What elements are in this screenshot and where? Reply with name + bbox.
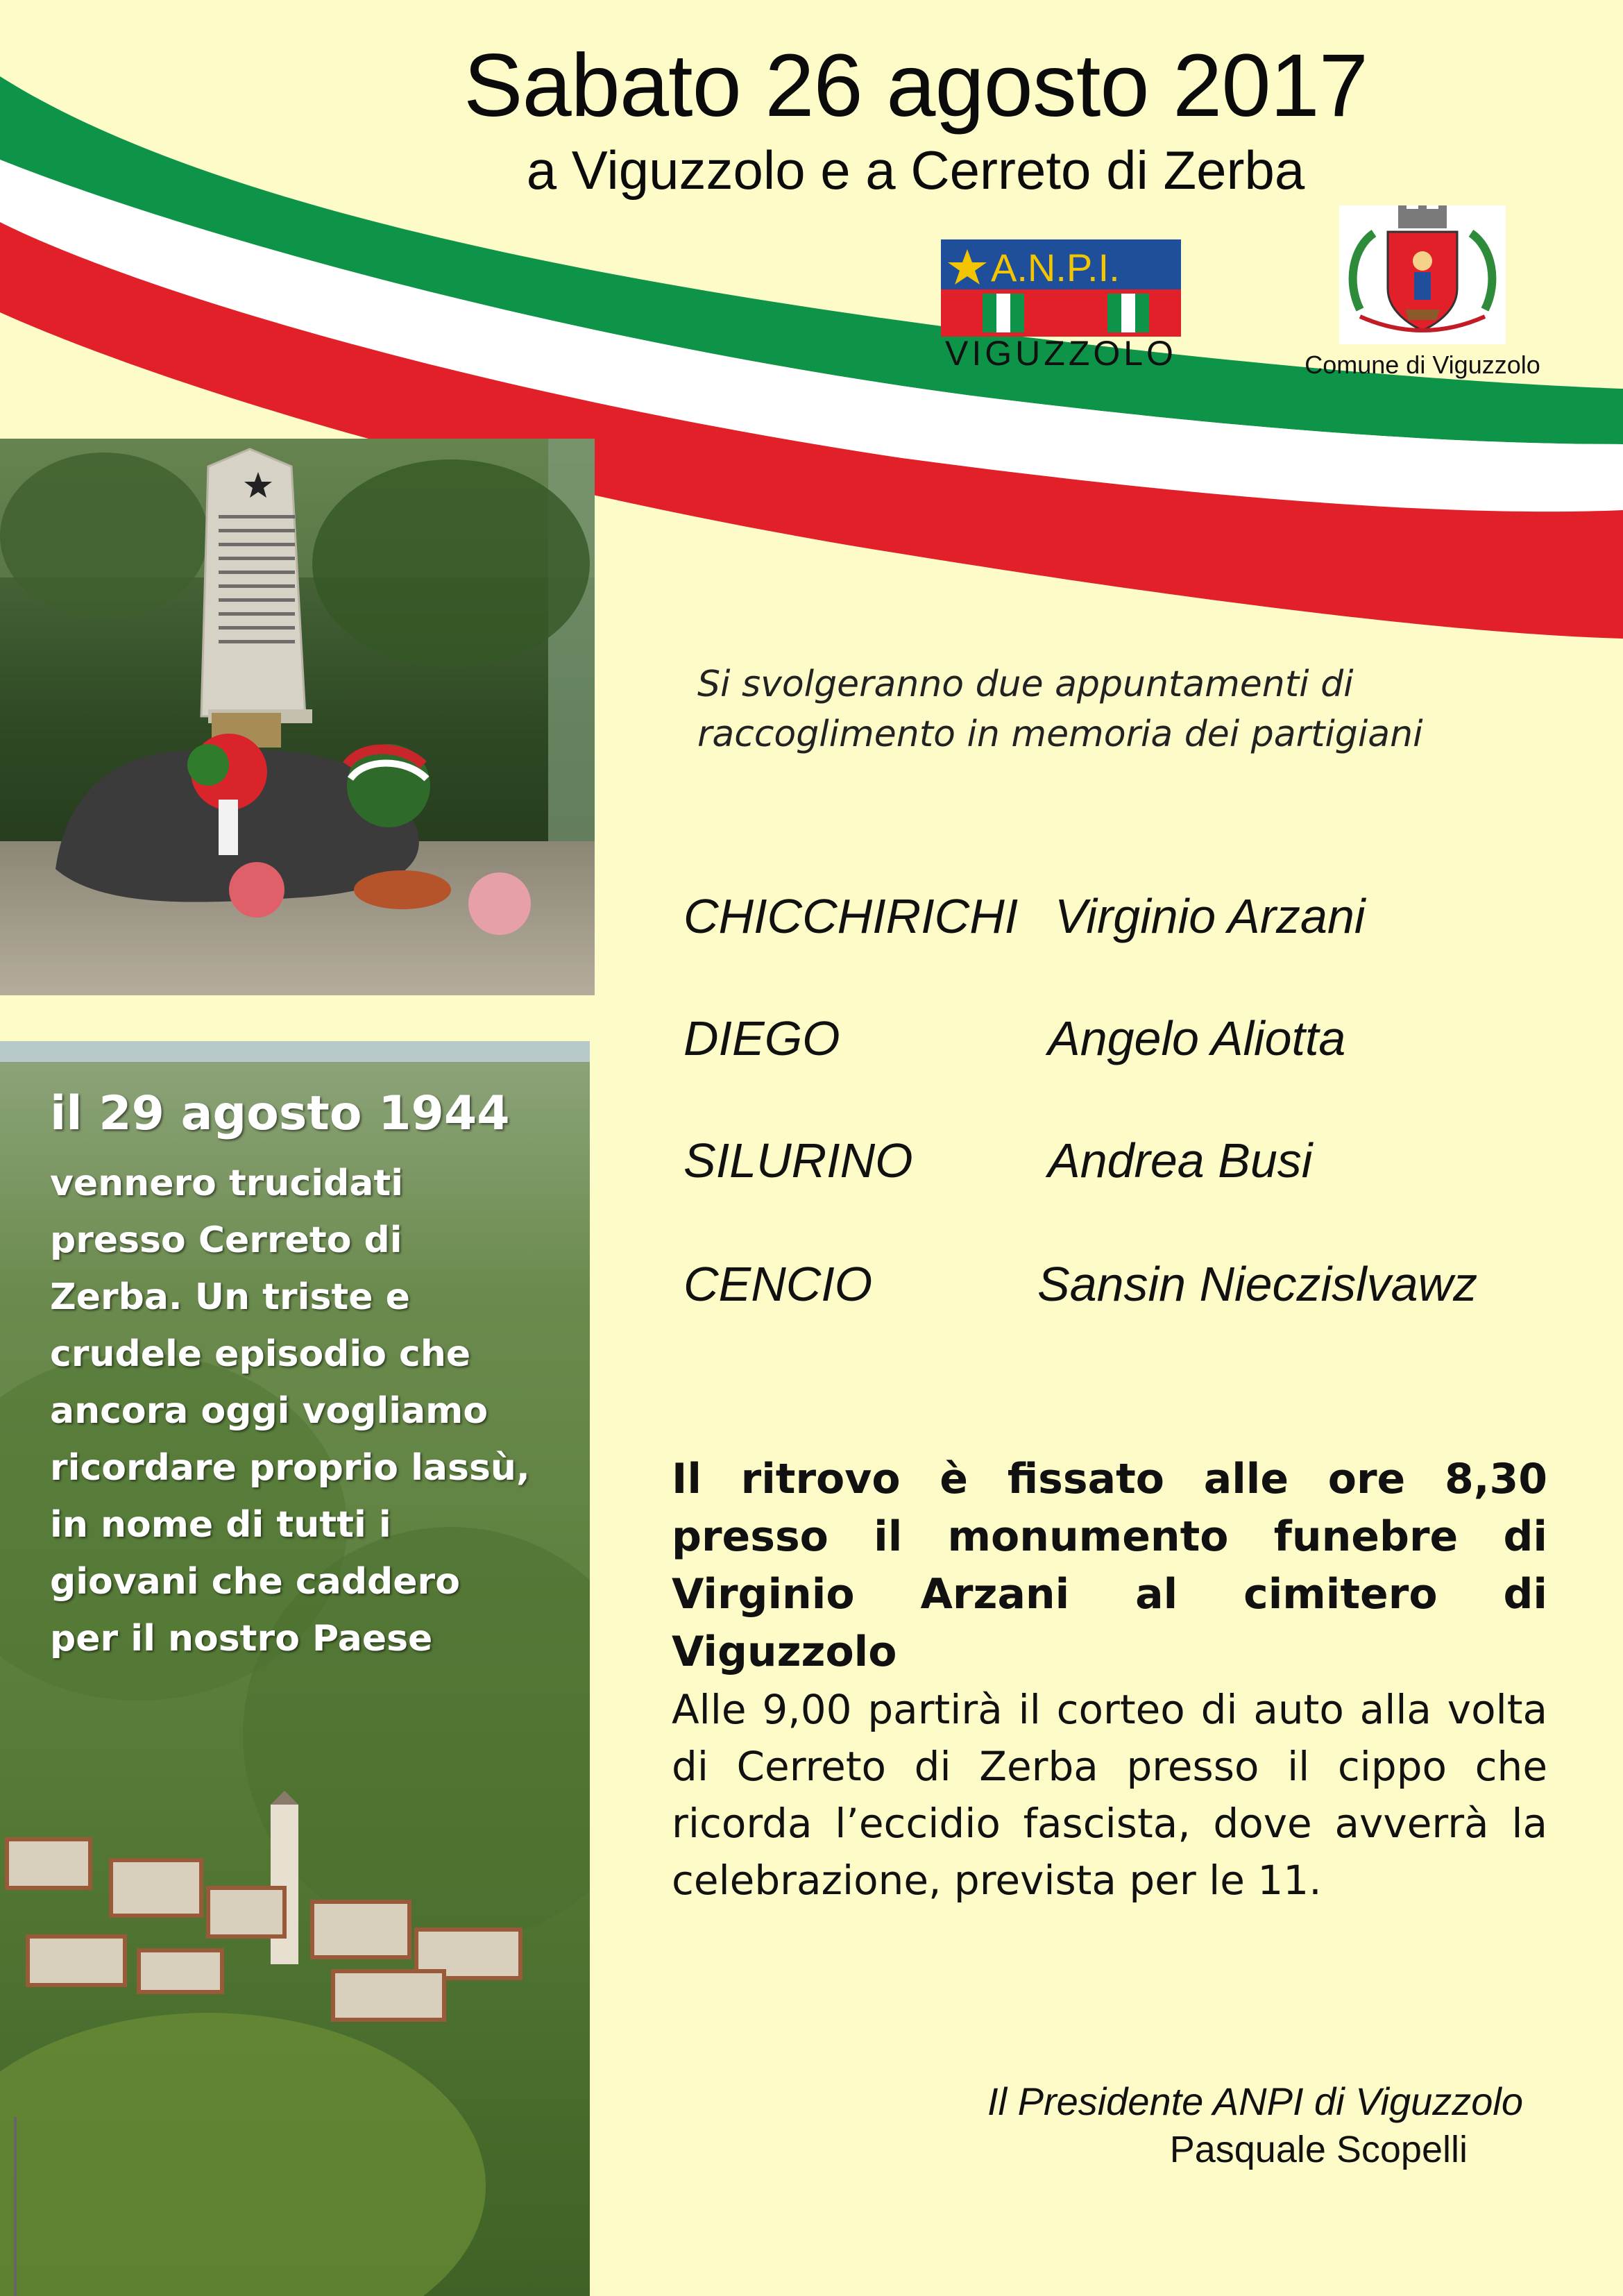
procession-text: Alle 9,00 partirà il corteo di auto alla volta di Cerreto di Zerba presso il cippo che ricorda l’eccidio fascista, dove avverrà la celebrazione, prevista per le 11. xyxy=(672,1686,1547,1904)
description-line: per il nostro Paese xyxy=(50,1618,433,1660)
signature-role: Il Presidente ANPI di Viguzzolo xyxy=(987,2079,1523,2123)
event-info xyxy=(672,1451,1547,1909)
description-line: presso Cerreto di xyxy=(50,1219,402,1261)
massacre-date: il 29 agosto 1944 xyxy=(50,1086,510,1141)
description-line: ricordare proprio lassù, xyxy=(50,1447,530,1489)
comune-label: Comune di Viguzzolo xyxy=(1305,351,1540,379)
intro-text xyxy=(697,659,1530,759)
partisan-name: Virginio Arzani xyxy=(1055,889,1366,943)
signature-name: Pasquale Scopelli xyxy=(1169,2129,1468,2170)
partisan-row xyxy=(683,1256,1586,1319)
comune-crest-icon xyxy=(1339,205,1506,344)
partisan-name: Sansin Nieczislvawz xyxy=(1037,1257,1478,1311)
partisan-row xyxy=(683,888,1586,951)
description-line: vennero trucidati xyxy=(50,1163,404,1204)
partisan-alias: SILURINO xyxy=(683,1133,913,1188)
partisan-name: Andrea Busi xyxy=(1048,1133,1313,1188)
intro-line: raccoglimento in memoria dei partigiani xyxy=(697,714,1423,755)
meeting-point-text: Il ritrovo è fissato alle ore 8,30 presso il monumento funebre di Virginio Arzani al cimitero di Viguzzolo xyxy=(672,1455,1547,1676)
svg-text:A.N.P.I.: A.N.P.I. xyxy=(991,246,1120,289)
partisan-alias: CENCIO xyxy=(683,1257,873,1311)
signature xyxy=(860,2079,1554,2171)
anpi-viguzzolo-label: VIGUZZOLO xyxy=(945,334,1177,373)
partisan-alias: CHICCHIRICHI xyxy=(683,889,1019,943)
description-line: crudele episodio che xyxy=(50,1333,471,1375)
description-line: in nome di tutti i xyxy=(50,1504,391,1546)
description-line: ancora oggi vogliamo xyxy=(50,1390,488,1432)
description-line: Zerba. Un triste e xyxy=(50,1276,410,1318)
memorial-photo xyxy=(0,439,595,995)
anpi-logo xyxy=(941,239,1181,337)
partisan-row xyxy=(683,1011,1586,1073)
village-text-block xyxy=(50,1086,577,1667)
event-subtitle: a Viguzzolo e a Cerreto di Zerba xyxy=(526,140,1305,201)
event-title: Sabato 26 agosto 2017 xyxy=(464,36,1368,135)
partisan-row xyxy=(683,1133,1586,1195)
massacre-description xyxy=(50,1155,577,1667)
partisan-alias: DIEGO xyxy=(683,1011,840,1065)
description-line: giovani che caddero xyxy=(50,1561,460,1603)
intro-line: Si svolgeranno due appuntamenti di xyxy=(697,664,1354,705)
partisan-name: Angelo Aliotta xyxy=(1048,1011,1346,1065)
